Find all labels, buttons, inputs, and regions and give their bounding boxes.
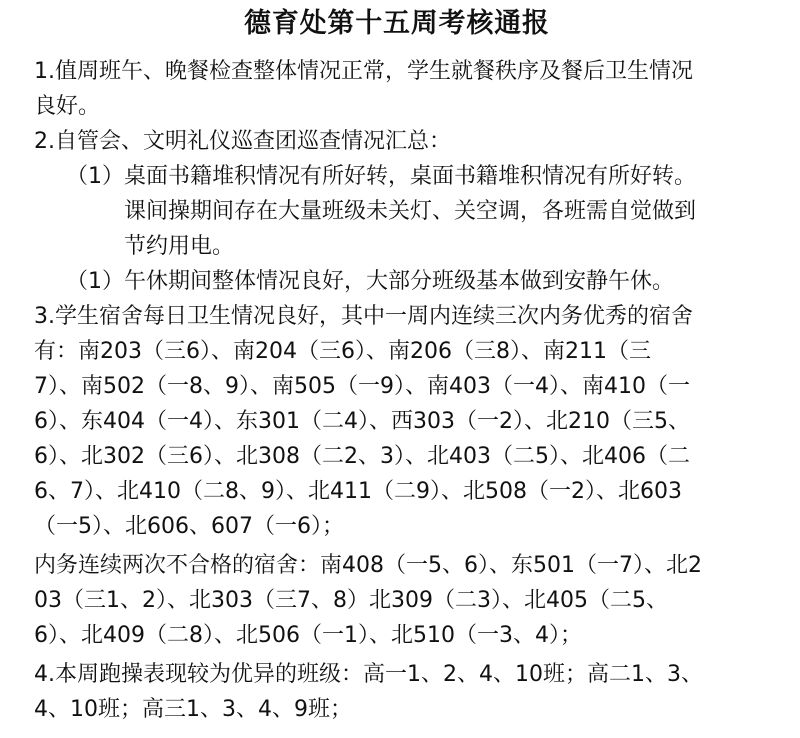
- text-line: 节约用电。: [124, 234, 235, 259]
- text-line: 4.本周跑操表现较为优异的班级：高一1、2、4、10班；高二1、3、: [34, 662, 703, 687]
- text-line: 2.自管会、文明礼仪巡查团巡查情况汇总：: [34, 129, 451, 154]
- notice-title: 德育处第十五周考核通报: [244, 8, 550, 39]
- text-line: （一5）、北606、607（一6）；: [34, 514, 344, 539]
- text-line: 3.学生宿舍每日卫生情况良好，其中一周内连续三次内务优秀的宿舍: [34, 304, 693, 329]
- text-line: 6）、北409（二8）、北506（一1）、北510（一3、4）；: [34, 623, 582, 648]
- text-line: 课间操期间存在大量班级未关灯、关空调，各班需自觉做到: [124, 199, 697, 224]
- text-line: 6）、东404（一4）、东301（二4）、西303（一2）、北210（三5、: [34, 409, 690, 434]
- text-line: 6）、北302（三6）、北308（二2、3）、北403（二5）、北406（二: [34, 444, 690, 469]
- text-line: 03（三1、2）、北303（三7、8）北309（二3）、北405（二5、: [34, 588, 668, 613]
- text-line: （1）桌面书籍堆积情况有所好转，桌面书籍堆积情况有所好转。: [66, 164, 696, 189]
- text-line: 有：南203（三6）、南204（三6）、南206（三8）、南211（三: [34, 339, 651, 364]
- text-line: 内务连续两次不合格的宿舍：南408（一5、6）、东501（一7）、北2: [34, 553, 702, 578]
- text-line: 1.值周班午、晚餐检查整体情况正常，学生就餐秩序及餐后卫生情况: [34, 59, 693, 84]
- text-line: 7）、南502（一8、9）、南505（一9）、南403（一4）、南410（一: [34, 374, 690, 399]
- text-line: （1）午休期间整体情况良好，大部分班级基本做到安静午休。: [66, 269, 674, 294]
- text-line: 4、10班；高三1、3、4、9班；: [34, 697, 352, 722]
- text-line: 良好。: [34, 94, 101, 119]
- text-line: 6、7）、北410（二8、9）、北411（二9）、北508（一2）、北603: [34, 479, 682, 504]
